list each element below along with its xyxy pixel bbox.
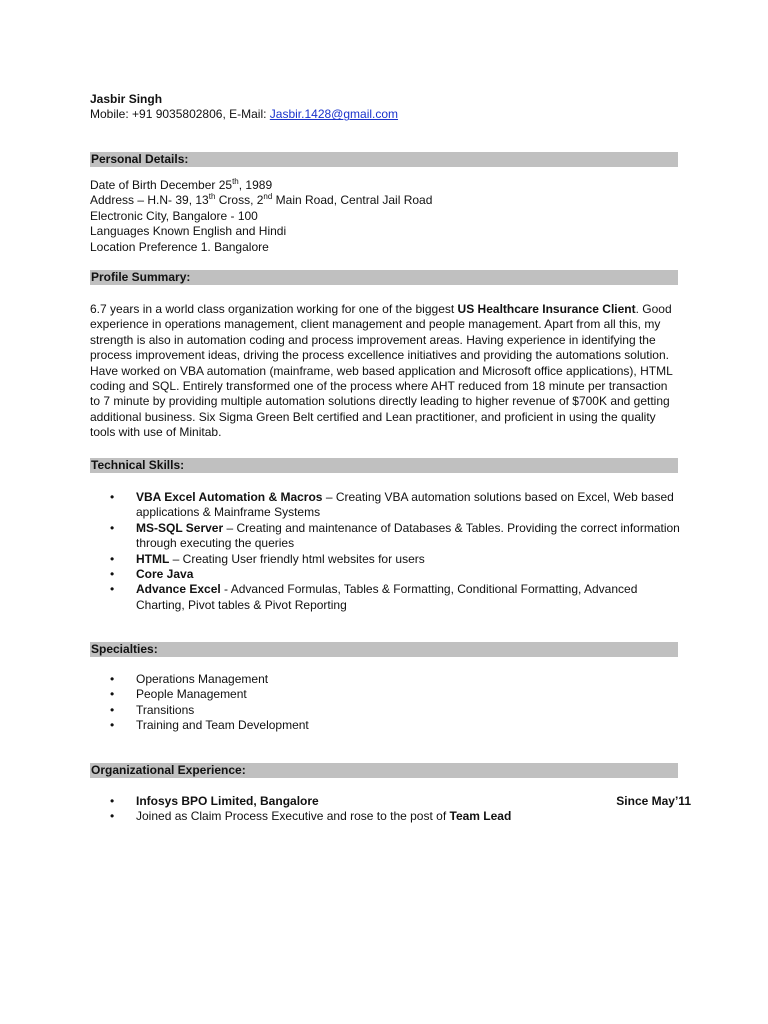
section-technical-skills — [90, 458, 678, 473]
section-heading: Specialties: — [91, 642, 158, 656]
skill-title: Core Java — [136, 567, 194, 582]
bullet-icon: • — [110, 672, 115, 686]
list-item — [110, 809, 680, 824]
dob-line — [90, 178, 680, 193]
specialty-text: People Management — [136, 687, 247, 702]
bullet-icon: • — [110, 702, 115, 717]
role-title: Team Lead — [449, 809, 512, 824]
section-heading: Organizational Experience: — [91, 763, 246, 777]
section-specialties — [90, 642, 678, 657]
skill-desc: – Creating and maintenance of Databases & Tables. Providing the correct information through executing the queries — [136, 520, 680, 551]
skill-title: Advance Excel — [136, 582, 221, 597]
employment-date: Since May’11 — [616, 794, 691, 808]
list-item — [110, 567, 680, 582]
candidate-name: Jasbir Singh — [90, 92, 163, 106]
section-heading: Technical Skills: — [91, 458, 185, 472]
list-item — [110, 687, 680, 702]
location-line: Location Preference 1. Bangalore — [90, 239, 269, 254]
experience-row — [136, 794, 691, 809]
dob-suffix: , 1989 — [238, 178, 273, 192]
dob-sup: th — [232, 177, 239, 186]
contact-line — [90, 107, 680, 122]
bullet-icon: • — [110, 582, 115, 597]
company-name: Infosys BPO Limited, Bangalore — [136, 794, 319, 808]
city-line: Electronic City, Bangalore - 100 — [90, 208, 258, 223]
dob-prefix: Date of Birth December 25 — [90, 178, 233, 192]
profile-highlight: US Healthcare Insurance Client — [457, 302, 636, 316]
skill-desc: – Creating VBA automation solutions based on Excel, Web based applications & Mainframe Systems — [136, 490, 674, 520]
contact-prefix: Mobile: +91 9035802806, E-Mail: — [90, 107, 270, 122]
bullet-icon: • — [110, 687, 115, 702]
section-personal-details — [90, 152, 678, 167]
bullet-icon: • — [110, 520, 115, 535]
address-part: Cross, 2 — [215, 193, 264, 208]
specialties-list — [110, 672, 680, 734]
bullet-icon: • — [110, 794, 115, 808]
skill-desc: - Advanced Formulas, Tables & Formatting, Conditional Formatting, Advanced Charting, Pivot tables & Pivot Reporting — [136, 582, 638, 612]
list-item — [110, 490, 680, 521]
address-sup: th — [208, 192, 216, 202]
personal-details — [90, 178, 680, 255]
skill-desc: – Creating User friendly html websites for users — [169, 551, 425, 566]
bullet-icon: • — [110, 567, 115, 582]
email-link[interactable]: Jasbir.1428@gmail.com — [269, 107, 399, 122]
section-organizational-experience — [90, 763, 678, 778]
section-profile-summary — [90, 270, 678, 285]
list-item — [110, 718, 680, 733]
list-item — [110, 672, 680, 687]
address-line — [90, 193, 680, 208]
profile-text: . Good experience in operations management, client management and people management. Apart from all this, my strength is also in automation coding and process improvement areas. Having experience in identifying the process improvement ideas, driving the process excellence initiatives and providing the automations solution. Have worked on VBA automation (mainframe, web based application and Microsoft office applications), HTML coding and SQL. Entirely transformed one of the process where AHT reduced from 18 minute per transaction to 7 minute by providing multiple automation solutions directly leading to higher revenue of $700K and getting additional business. Six Sigma Green Belt certified and Lean practitioner, and proficient in using the quality tools with use of Minitab. — [90, 302, 673, 440]
skill-title: MS-SQL Server — [136, 520, 224, 535]
address-part: Address – H.N- 39, 13 — [90, 193, 209, 208]
specialty-text: Operations Management — [136, 672, 269, 686]
list-item — [110, 794, 691, 809]
list-item — [110, 582, 680, 613]
bullet-icon: • — [110, 551, 115, 566]
header — [90, 92, 680, 123]
profile-text: 6.7 years in a world class organization working for one of the biggest — [90, 302, 458, 316]
list-item — [110, 552, 680, 567]
languages-line: Languages Known English and Hindi — [90, 224, 287, 239]
profile-summary-text — [90, 302, 678, 441]
specialty-text: Training and Team Development — [136, 718, 309, 733]
skill-title: HTML — [136, 551, 170, 566]
list-item — [110, 703, 680, 718]
bullet-icon: • — [110, 490, 115, 504]
list-item — [110, 521, 680, 552]
skill-title: VBA Excel Automation & Macros — [136, 490, 323, 504]
specialty-text: Transitions — [136, 702, 195, 717]
technical-skills-list — [110, 490, 680, 613]
section-heading: Personal Details: — [91, 152, 189, 166]
address-sup: nd — [263, 192, 273, 202]
bullet-icon: • — [110, 718, 115, 733]
experience-list — [110, 794, 691, 825]
bullet-icon: • — [110, 809, 115, 824]
section-heading: Profile Summary: — [91, 270, 191, 284]
address-part: Main Road, Central Jail Road — [272, 193, 433, 208]
role-text: Joined as Claim Process Executive and rose to the post of — [136, 809, 450, 824]
